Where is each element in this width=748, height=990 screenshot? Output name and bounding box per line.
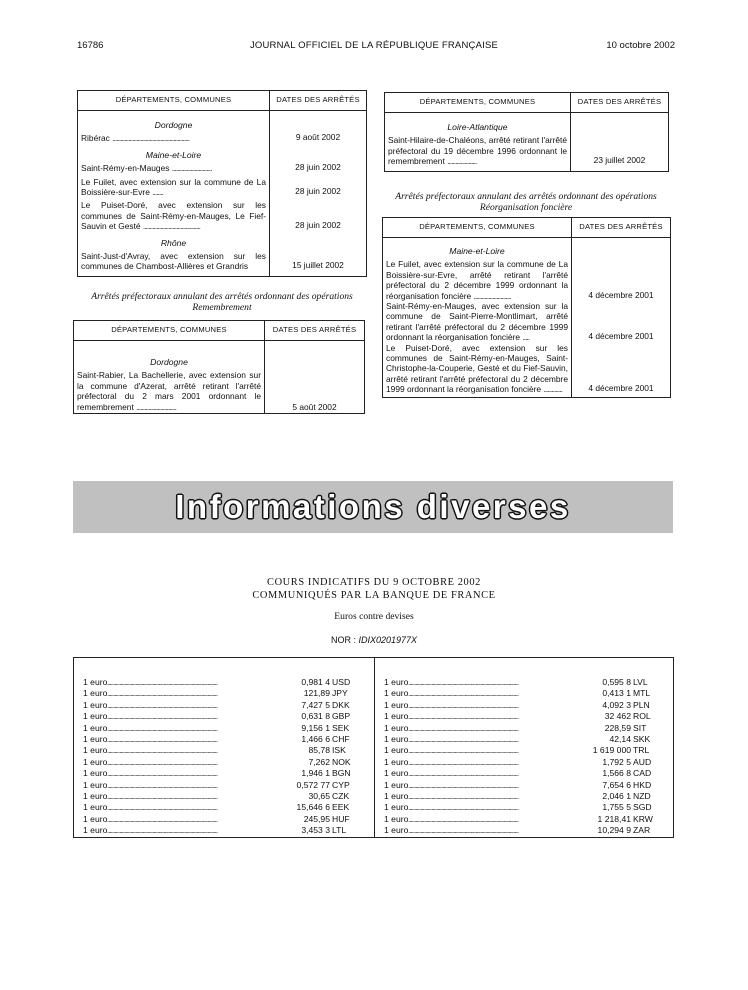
leader-dots: .......................................................................................... — [107, 826, 218, 836]
currency-code: LTL — [332, 825, 347, 836]
rate-row — [384, 745, 667, 756]
leader-dots: .......................................................................................... — [107, 712, 218, 722]
rate-value: 32 462 — [604, 711, 631, 722]
nor-reference — [0, 635, 748, 645]
currency-code: NOK — [332, 756, 351, 767]
col-header-dates: DATES DES ARRÊTÉS — [571, 93, 669, 113]
currency-code: USD — [332, 677, 351, 687]
currency-code: NZD — [633, 790, 651, 801]
rate-value: 2,046 1 — [602, 790, 631, 801]
region-heading: Loire-Atlantique — [447, 122, 508, 132]
rate-label: 1 euro — [83, 756, 108, 767]
rate-label: 1 euro — [384, 733, 409, 744]
region-heading: Maine-et-Loire — [145, 149, 202, 160]
table-row — [383, 343, 671, 398]
leader-dots: .......................................................................................... — [408, 814, 519, 824]
arrete-date: 28 juin 2002 — [270, 144, 367, 174]
col-header-communes: DÉPARTEMENTS, COMMUNES — [385, 93, 571, 113]
rate-value: 0,631 8 — [301, 711, 330, 722]
leader-dots: .......................................................................................... — [408, 746, 519, 756]
rate-label: 1 euro — [83, 688, 108, 699]
table-row — [78, 232, 367, 277]
arrete-date: 28 juin 2002 — [270, 197, 367, 231]
cours-title-line2: COMMUNIQUÉS PAR LA BANQUE DE FRANCE — [252, 589, 496, 601]
table-right-bottom — [382, 217, 671, 398]
table-row — [78, 144, 367, 174]
rate-value: 1,466 6 — [301, 733, 330, 744]
leader-dots: .......................................................................................... — [107, 803, 218, 813]
rate-row — [83, 745, 366, 756]
currency-code: ZAR — [633, 825, 651, 836]
rate-value: 4,092 3 — [602, 699, 631, 710]
rate-label: 1 euro — [384, 779, 409, 790]
rate-value: 7,427 5 — [301, 699, 330, 710]
rate-value: 0,572 77 — [296, 779, 330, 790]
rate-row — [83, 723, 366, 734]
leader-dots: .......................................................................................... — [107, 746, 218, 756]
leader-dots: .......................................................................................... — [408, 678, 519, 687]
currency-code: KRW — [633, 813, 653, 824]
currency-code: LVL — [633, 677, 648, 687]
rate-value: 7,654 6 — [602, 779, 631, 790]
rate-row — [83, 734, 366, 745]
rate-label: 1 euro — [384, 699, 409, 710]
col-header-dates: DATES DES ARRÊTÉS — [572, 218, 671, 238]
currency-code: SGD — [633, 802, 652, 813]
rate-value: 0,413 1 — [602, 688, 631, 699]
leader-dots: .......................................................................................... — [107, 734, 218, 744]
col-header-communes: DÉPARTEMENTS, COMMUNES — [383, 218, 572, 238]
issue-date: 10 octobre 2002 — [606, 40, 675, 51]
rate-value: 9,156 1 — [301, 722, 330, 733]
rate-row — [83, 814, 366, 825]
nor-label: NOR : — [330, 635, 356, 645]
leader-dots: .......................................................................................... — [408, 723, 519, 733]
arrete-date: 5 août 2002 — [265, 341, 365, 414]
currency-code: HUF — [332, 813, 350, 824]
rate-row — [83, 825, 366, 836]
leader-dots: .......................................................................................... — [408, 791, 519, 801]
section-banner — [73, 481, 673, 533]
rate-value: 245,95 — [303, 813, 330, 824]
rate-row — [384, 768, 667, 779]
rate-label: 1 euro — [384, 722, 409, 733]
rate-value: 30,65 — [308, 790, 330, 801]
leader-dots: .......................................................................................... — [408, 689, 519, 699]
commune-entry: Le Fuilet, avec extension sur la commune de La Boissière-sur-Evre ........ — [81, 176, 266, 198]
commune-entry: Saint-Hilaire-de-Chaléons, arrêté retirant l'arrêté préfectoral du 19 décembre 1996 ordonnant le remembrement ...................... — [388, 135, 567, 167]
rate-row — [83, 677, 366, 688]
table-row — [78, 197, 367, 231]
currency-code: CZK — [332, 790, 350, 801]
leader-dots: .......................................................................................... — [408, 757, 519, 767]
rate-row — [384, 700, 667, 711]
rate-value: 10,294 9 — [597, 825, 631, 836]
commune-entry: Ribérac .......................................................... — [81, 133, 190, 144]
rate-value: 85,78 — [308, 745, 330, 756]
region-heading: Dordogne — [150, 357, 188, 367]
rate-row — [384, 825, 667, 836]
rate-value: 7,262 — [308, 756, 330, 767]
leader-dots: .......................................................................................... — [107, 689, 218, 699]
currency-code: SIT — [633, 722, 647, 733]
rate-value: 1 218,41 — [597, 813, 631, 824]
currency-code: HKD — [633, 779, 652, 790]
cours-title — [0, 577, 748, 602]
rate-row — [384, 688, 667, 699]
rate-label: 1 euro — [384, 745, 409, 756]
arrete-date: 4 décembre 2001 — [572, 238, 671, 302]
leader-dots: .......................................................................................... — [408, 700, 519, 710]
rate-row — [384, 780, 667, 791]
rate-row — [384, 711, 667, 722]
rate-value: 1,755 5 — [602, 802, 631, 813]
arrete-date: 4 décembre 2001 — [572, 301, 671, 343]
rate-label: 1 euro — [83, 745, 108, 756]
rate-value: 15,646 6 — [296, 802, 330, 813]
table-left-bottom — [73, 320, 365, 414]
currency-code: SEK — [332, 722, 350, 733]
cours-title-line1: COURS INDICATIFS DU 9 OCTOBRE 2002 — [267, 577, 481, 588]
rate-row — [384, 677, 667, 688]
cours-subtitle: Euros contre devises — [334, 611, 414, 622]
table-row — [383, 301, 671, 343]
rate-value: 0,595 8 — [602, 677, 631, 687]
rate-label: 1 euro — [384, 768, 409, 779]
commune-entry: Saint-Just-d'Avray, avec extension sur les communes de Chambost-Allières et Grandris — [81, 251, 266, 272]
rate-label: 1 euro — [83, 711, 108, 722]
leader-dots: .......................................................................................... — [408, 826, 519, 836]
rate-label: 1 euro — [384, 790, 409, 801]
leader-dots: .......................................................................................... — [408, 769, 519, 779]
rate-value: 42,14 — [609, 733, 631, 744]
leader-dots: .......................................................................................... — [107, 700, 218, 710]
region-heading: Maine-et-Loire — [449, 246, 505, 256]
rate-label: 1 euro — [384, 756, 409, 767]
column-divider — [374, 658, 375, 837]
col-header-dates: DATES DES ARRÊTÉS — [265, 321, 365, 341]
rate-row — [384, 791, 667, 802]
nor-code: IDIX0201977X — [358, 635, 418, 645]
rate-label: 1 euro — [83, 813, 108, 824]
table-row — [78, 111, 367, 144]
rate-value: 0,981 4 — [301, 677, 330, 687]
leader-dots: .......................................................................................... — [107, 757, 218, 767]
leader-dots: .......................................................................................... — [408, 734, 519, 744]
rate-row — [83, 791, 366, 802]
section-caption-remembrement: Arrêtés préfectoraux annulant des arrêtés ordonnant des opérations Remembrement — [91, 291, 353, 313]
leader-dots: .......................................................................................... — [408, 712, 519, 722]
arrete-date: 4 décembre 2001 — [572, 343, 671, 398]
table-left-top — [77, 90, 367, 277]
rate-value: 3,453 3 — [301, 825, 330, 836]
rate-label: 1 euro — [83, 699, 108, 710]
table-row — [78, 174, 367, 198]
leader-dots: .......................................................................................... — [408, 803, 519, 813]
currency-code: SKK — [633, 733, 651, 744]
rate-row — [83, 757, 366, 768]
rate-label: 1 euro — [384, 825, 409, 836]
leader-dots: .......................................................................................... — [107, 791, 218, 801]
commune-entry: Le Puiset-Doré, avec extension sur les communes de Saint-Rémy-en-Mauges, Le Fief-Sauvin et Gesté ........................................... — [81, 200, 266, 232]
currency-code: BGN — [332, 768, 351, 779]
rate-value: 1,946 1 — [301, 768, 330, 779]
region-heading: Dordogne — [154, 120, 193, 130]
rate-row — [384, 814, 667, 825]
rate-label: 1 euro — [384, 813, 409, 824]
rate-label: 1 euro — [384, 677, 409, 687]
leader-dots: .......................................................................................... — [408, 780, 519, 790]
rate-label: 1 euro — [384, 802, 409, 813]
rates-column-right — [384, 677, 667, 836]
currency-code: TRL — [633, 745, 650, 756]
rate-row — [83, 780, 366, 791]
rate-row — [384, 734, 667, 745]
rate-label: 1 euro — [83, 722, 108, 733]
leader-dots: .......................................................................................... — [107, 678, 218, 687]
rate-value: 1,566 8 — [602, 768, 631, 779]
rate-label: 1 euro — [83, 802, 108, 813]
currency-code: ISK — [332, 745, 346, 756]
rate-row — [83, 711, 366, 722]
arrete-date: 15 juillet 2002 — [270, 232, 367, 277]
rate-label: 1 euro — [83, 677, 108, 687]
commune-entry: Saint-Rémy-en-Mauges, avec extension sur la commune de Saint-Pierre-Montlimart, arrêté retirant l'arrêté préfectoral du 2 décembre 1999 ordonnant la réorganisation foncière ..... — [386, 301, 568, 343]
rate-label: 1 euro — [384, 688, 409, 699]
rate-label: 1 euro — [83, 790, 108, 801]
rate-value: 1,792 5 — [602, 756, 631, 767]
leader-dots: .......................................................................................... — [107, 723, 218, 733]
currency-code: CHF — [332, 733, 350, 744]
currency-code: ROL — [633, 711, 651, 722]
commune-entry: Le Puiset-Doré, avec extension sur les communes de Saint-Rémy-en-Mauges, Saint-Christophe-la-Couperie, Gesté et du Fief-Sauvin, arrêté retirant l'arrêté préfectoral du 2 décembre 1999 ordonnant la réorganisation foncière .............. — [386, 342, 568, 395]
arrete-date: 9 août 2002 — [270, 111, 367, 144]
col-header-communes: DÉPARTEMENTS, COMMUNES — [78, 91, 270, 111]
commune-entry: Le Fuilet, avec extension sur la commune de La Boissière-sur-Evre, arrêté retirant l'arrêté préfectoral du 2 décembre 1999 ordonnant la réorganisation foncière ............................ — [386, 259, 568, 301]
rate-row — [83, 700, 366, 711]
currency-code: CAD — [633, 768, 652, 779]
rate-label: 1 euro — [384, 711, 409, 722]
journal-title: JOURNAL OFFICIEL DE LA RÉPUBLIQUE FRANÇAISE — [249, 40, 499, 51]
rate-value: 228,59 — [604, 722, 631, 733]
col-header-communes: DÉPARTEMENTS, COMMUNES — [74, 321, 265, 341]
currency-code: JPY — [332, 688, 348, 699]
rate-row — [83, 802, 366, 813]
table-row — [74, 341, 365, 414]
currency-code: EEK — [332, 802, 350, 813]
section-caption-reorganisation: Arrêtés préfectoraux annulant des arrêtés ordonnant des opérations Réorganisation foncière — [395, 191, 657, 213]
table-row — [383, 238, 671, 302]
rate-label: 1 euro — [83, 733, 108, 744]
currency-code: AUD — [633, 756, 652, 767]
exchange-rates-table — [73, 657, 674, 838]
currency-code: PLN — [633, 699, 650, 710]
banner-title: Informations diverses — [175, 488, 571, 525]
currency-code: DKK — [332, 699, 350, 710]
table-right-top — [384, 92, 669, 172]
currency-code: MTL — [633, 688, 651, 699]
rates-column-left — [83, 677, 366, 836]
rate-row — [83, 768, 366, 779]
leader-dots: .......................................................................................... — [107, 769, 218, 779]
rate-row — [384, 723, 667, 734]
region-heading: Rhône — [160, 237, 187, 248]
rate-label: 1 euro — [83, 768, 108, 779]
table-row — [385, 113, 669, 172]
rate-label: 1 euro — [83, 779, 108, 790]
rate-row — [83, 688, 366, 699]
rate-value: 121,89 — [303, 688, 330, 699]
arrete-date: 28 juin 2002 — [270, 174, 367, 198]
col-header-dates: DATES DES ARRÊTÉS — [270, 91, 367, 111]
leader-dots: .......................................................................................... — [107, 780, 218, 790]
currency-code: GBP — [332, 711, 351, 722]
currency-code: CYP — [332, 779, 350, 790]
page-number: 16786 — [77, 40, 104, 51]
rate-label: 1 euro — [83, 825, 108, 836]
rate-row — [384, 757, 667, 768]
leader-dots: .......................................................................................... — [107, 814, 218, 824]
commune-entry: Saint-Rémy-en-Mauges .............................. — [81, 163, 212, 174]
commune-entry: Saint-Rabier, La Bachellerie, avec extension sur la commune d'Azerat, arrêté retirant l'arrêté préfectoral du 2 mars 2001 ordonnant le remembrement .............................. — [77, 370, 261, 412]
rate-value: 1 619 000 — [592, 745, 631, 756]
rate-row — [384, 802, 667, 813]
arrete-date: 23 juillet 2002 — [571, 113, 669, 172]
